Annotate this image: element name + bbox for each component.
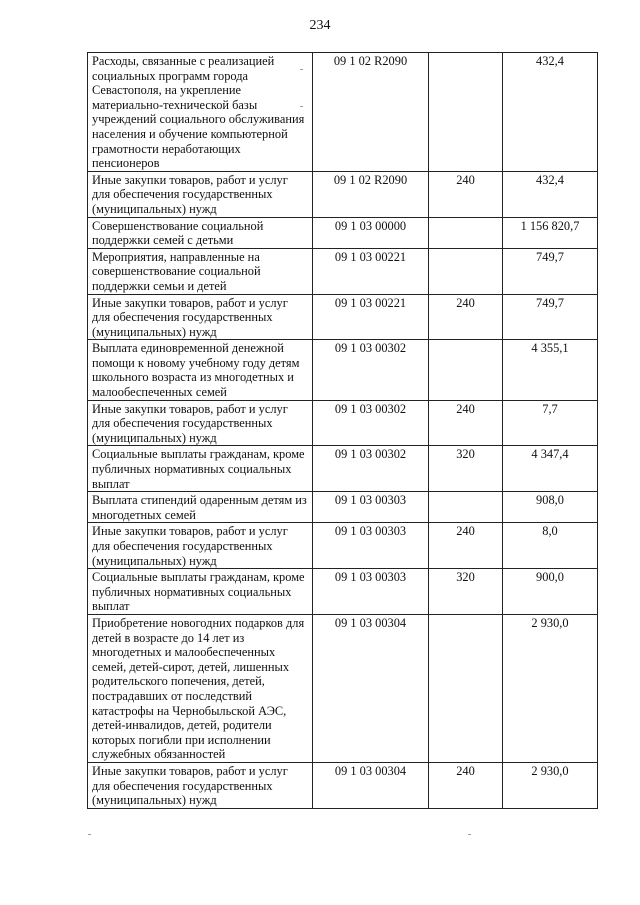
row-sum-cell: 4 347,4 bbox=[503, 446, 598, 492]
row-sum-cell: 749,7 bbox=[503, 294, 598, 340]
row-type-cell: 240 bbox=[429, 400, 503, 446]
budget-table-body bbox=[88, 53, 598, 809]
row-code-cell: 09 1 03 00302 bbox=[313, 446, 429, 492]
table-row bbox=[88, 217, 598, 248]
row-name-cell: Выплата единовременной денежной помощи к новому учебному году детям школьного возраста из многодетных и малообеспеченных семей bbox=[88, 340, 313, 400]
row-name-cell: Расходы, связанные с реализацией социальных программ города Севастополя, на укрепление материально-технической базы учреждений социального обслуживания населения и обучение компьютерной грамотности неработающих пенсионеров bbox=[88, 53, 313, 172]
row-name-cell: Приобретение новогодних подарков для детей в возрасте до 14 лет из многодетных и малообеспеченных семей, детей-сирот, детей, лишенных родительского попечения, детей, пострадавших от последствий катастрофы на Чернобыльской АЭС, детей-инвалидов, детей, родители которых погибли при исполнении служебных обязанностей bbox=[88, 614, 313, 762]
row-code-cell: 09 1 03 00302 bbox=[313, 340, 429, 400]
row-type-cell bbox=[429, 217, 503, 248]
row-type-cell: 240 bbox=[429, 294, 503, 340]
table-row bbox=[88, 294, 598, 340]
table-row bbox=[88, 340, 598, 400]
row-code-cell: 09 1 03 00221 bbox=[313, 248, 429, 294]
row-code-cell: 09 1 03 00000 bbox=[313, 217, 429, 248]
row-name-cell: Иные закупки товаров, работ и услуг для обеспечения государственных (муниципальных) нужд bbox=[88, 400, 313, 446]
scan-artifact bbox=[300, 69, 303, 70]
row-sum-cell: 2 930,0 bbox=[503, 762, 598, 808]
scan-artifact bbox=[468, 834, 471, 835]
page-number: 234 bbox=[309, 18, 331, 33]
row-type-cell bbox=[429, 53, 503, 172]
row-type-cell: 240 bbox=[429, 523, 503, 569]
row-code-cell: 09 1 03 00221 bbox=[313, 294, 429, 340]
row-code-cell: 09 1 03 00304 bbox=[313, 614, 429, 762]
table-row bbox=[88, 762, 598, 808]
table-row bbox=[88, 248, 598, 294]
row-sum-cell: 908,0 bbox=[503, 492, 598, 523]
row-type-cell: 320 bbox=[429, 569, 503, 615]
row-name-cell: Иные закупки товаров, работ и услуг для обеспечения государственных (муниципальных) нужд bbox=[88, 523, 313, 569]
row-sum-cell: 432,4 bbox=[503, 171, 598, 217]
table-row bbox=[88, 569, 598, 615]
table-row bbox=[88, 400, 598, 446]
row-type-cell: 240 bbox=[429, 762, 503, 808]
scan-artifact bbox=[88, 834, 91, 835]
row-name-cell: Иные закупки товаров, работ и услуг для обеспечения государственных (муниципальных) нужд bbox=[88, 294, 313, 340]
row-type-cell bbox=[429, 492, 503, 523]
row-code-cell: 09 1 03 00303 bbox=[313, 523, 429, 569]
row-type-cell bbox=[429, 340, 503, 400]
row-code-cell: 09 1 02 R2090 bbox=[313, 53, 429, 172]
row-sum-cell: 7,7 bbox=[503, 400, 598, 446]
scan-artifact bbox=[300, 106, 303, 107]
budget-table bbox=[87, 52, 598, 809]
table-row bbox=[88, 171, 598, 217]
row-sum-cell: 1 156 820,7 bbox=[503, 217, 598, 248]
row-name-cell: Мероприятия, направленные на совершенствование социальной поддержки семьи и детей bbox=[88, 248, 313, 294]
row-name-cell: Социальные выплаты гражданам, кроме публичных нормативных социальных выплат bbox=[88, 446, 313, 492]
row-sum-cell: 432,4 bbox=[503, 53, 598, 172]
row-code-cell: 09 1 03 00303 bbox=[313, 569, 429, 615]
row-type-cell bbox=[429, 614, 503, 762]
row-type-cell: 240 bbox=[429, 171, 503, 217]
row-name-cell: Выплата стипендий одаренным детям из многодетных семей bbox=[88, 492, 313, 523]
table-row bbox=[88, 614, 598, 762]
row-code-cell: 09 1 03 00302 bbox=[313, 400, 429, 446]
table-row bbox=[88, 492, 598, 523]
row-name-cell: Иные закупки товаров, работ и услуг для обеспечения государственных (муниципальных) нужд bbox=[88, 762, 313, 808]
row-name-cell: Совершенствование социальной поддержки семей с детьми bbox=[88, 217, 313, 248]
row-sum-cell: 2 930,0 bbox=[503, 614, 598, 762]
row-sum-cell: 8,0 bbox=[503, 523, 598, 569]
table-row bbox=[88, 446, 598, 492]
row-sum-cell: 4 355,1 bbox=[503, 340, 598, 400]
row-sum-cell: 749,7 bbox=[503, 248, 598, 294]
row-code-cell: 09 1 02 R2090 bbox=[313, 171, 429, 217]
table-row bbox=[88, 53, 598, 172]
row-code-cell: 09 1 03 00303 bbox=[313, 492, 429, 523]
row-name-cell: Социальные выплаты гражданам, кроме публичных нормативных социальных выплат bbox=[88, 569, 313, 615]
table-row bbox=[88, 523, 598, 569]
row-sum-cell: 900,0 bbox=[503, 569, 598, 615]
row-code-cell: 09 1 03 00304 bbox=[313, 762, 429, 808]
row-type-cell bbox=[429, 248, 503, 294]
row-type-cell: 320 bbox=[429, 446, 503, 492]
row-name-cell: Иные закупки товаров, работ и услуг для обеспечения государственных (муниципальных) нужд bbox=[88, 171, 313, 217]
